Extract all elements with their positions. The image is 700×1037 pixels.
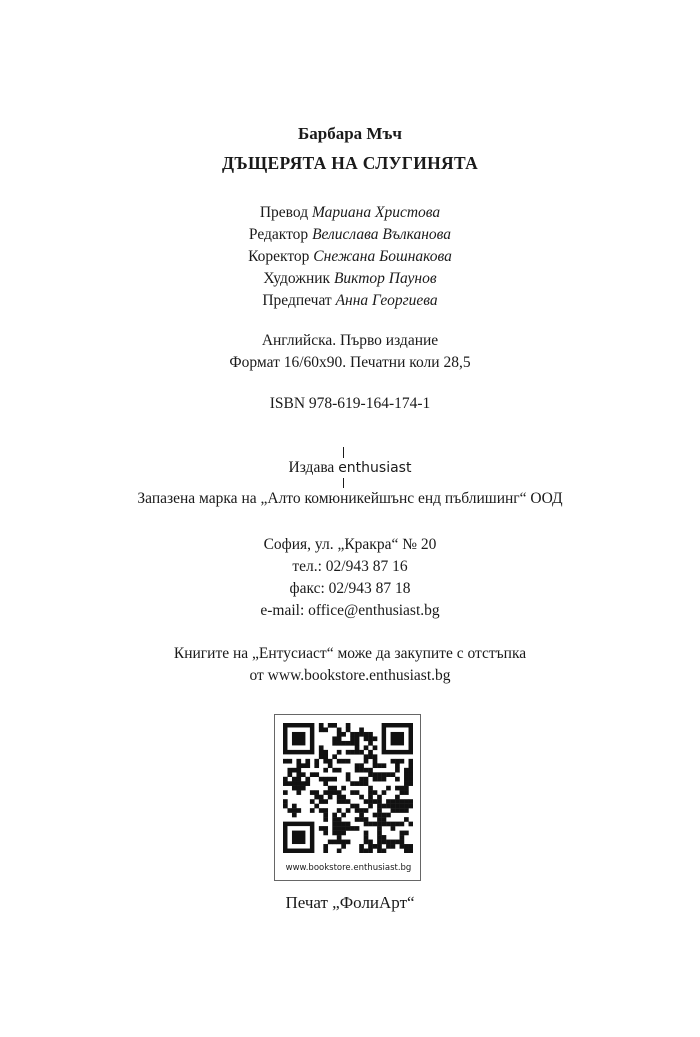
credit-role: Коректор bbox=[248, 248, 310, 265]
credit-person: Анна Георгиева bbox=[335, 292, 438, 309]
credit-role: Художник bbox=[263, 270, 331, 287]
logo-bar-icon bbox=[343, 478, 344, 488]
qr-url-caption: www.bookstore.enthusiast.bg bbox=[285, 863, 412, 873]
credit-role: Редактор bbox=[248, 226, 309, 243]
credit-person: Снежана Бошнакова bbox=[313, 248, 452, 265]
isbn: ISBN 978-619-164-174-1 bbox=[269, 395, 431, 412]
qr-code-card bbox=[274, 714, 421, 881]
address: София, ул. „Кракра“ № 20 bbox=[263, 536, 437, 553]
fax: факс: 02/943 87 18 bbox=[289, 580, 411, 597]
printer-info: Печат „ФолиАрт“ bbox=[285, 893, 415, 912]
publisher-prefix: Издава bbox=[288, 459, 335, 476]
credit-line bbox=[0, 203, 700, 223]
bookstore-note: Книгите на „Ентусиаст“ може да закупите с отстъпка bbox=[173, 645, 527, 662]
credit-line bbox=[0, 225, 700, 245]
credit-line bbox=[0, 269, 700, 289]
bookstore-url: от www.bookstore.enthusiast.bg bbox=[249, 667, 451, 684]
credit-line bbox=[0, 247, 700, 267]
publisher-line bbox=[0, 458, 700, 478]
author-name: Барбара Мъч bbox=[298, 124, 402, 143]
edition-info: Английска. Първо издание bbox=[261, 332, 439, 349]
credit-person: Виктор Паунов bbox=[333, 270, 437, 287]
trademark-note: Запазена марка на „Алто комюникейшънс енд пъблишинг“ ООД bbox=[137, 490, 563, 507]
book-title: ДЪЩЕРЯТА НА СЛУГИНЯТА bbox=[221, 153, 479, 173]
credit-role: Превод bbox=[259, 204, 309, 221]
phone: тел.: 02/943 87 16 bbox=[292, 558, 408, 575]
email: e-mail: office@enthusiast.bg bbox=[260, 602, 440, 619]
credit-person: Мариана Христова bbox=[311, 204, 441, 221]
format-info: Формат 16/60x90. Печатни коли 28,5 bbox=[229, 354, 471, 371]
credit-line bbox=[0, 291, 700, 311]
credit-role: Предпечат bbox=[262, 292, 332, 309]
logo-text: enthusiast bbox=[338, 460, 412, 476]
qr-code-icon bbox=[283, 723, 413, 853]
enthusiast-logo bbox=[338, 458, 411, 478]
credit-person: Велислава Вълканова bbox=[312, 226, 452, 243]
logo-bar-icon bbox=[343, 447, 344, 458]
